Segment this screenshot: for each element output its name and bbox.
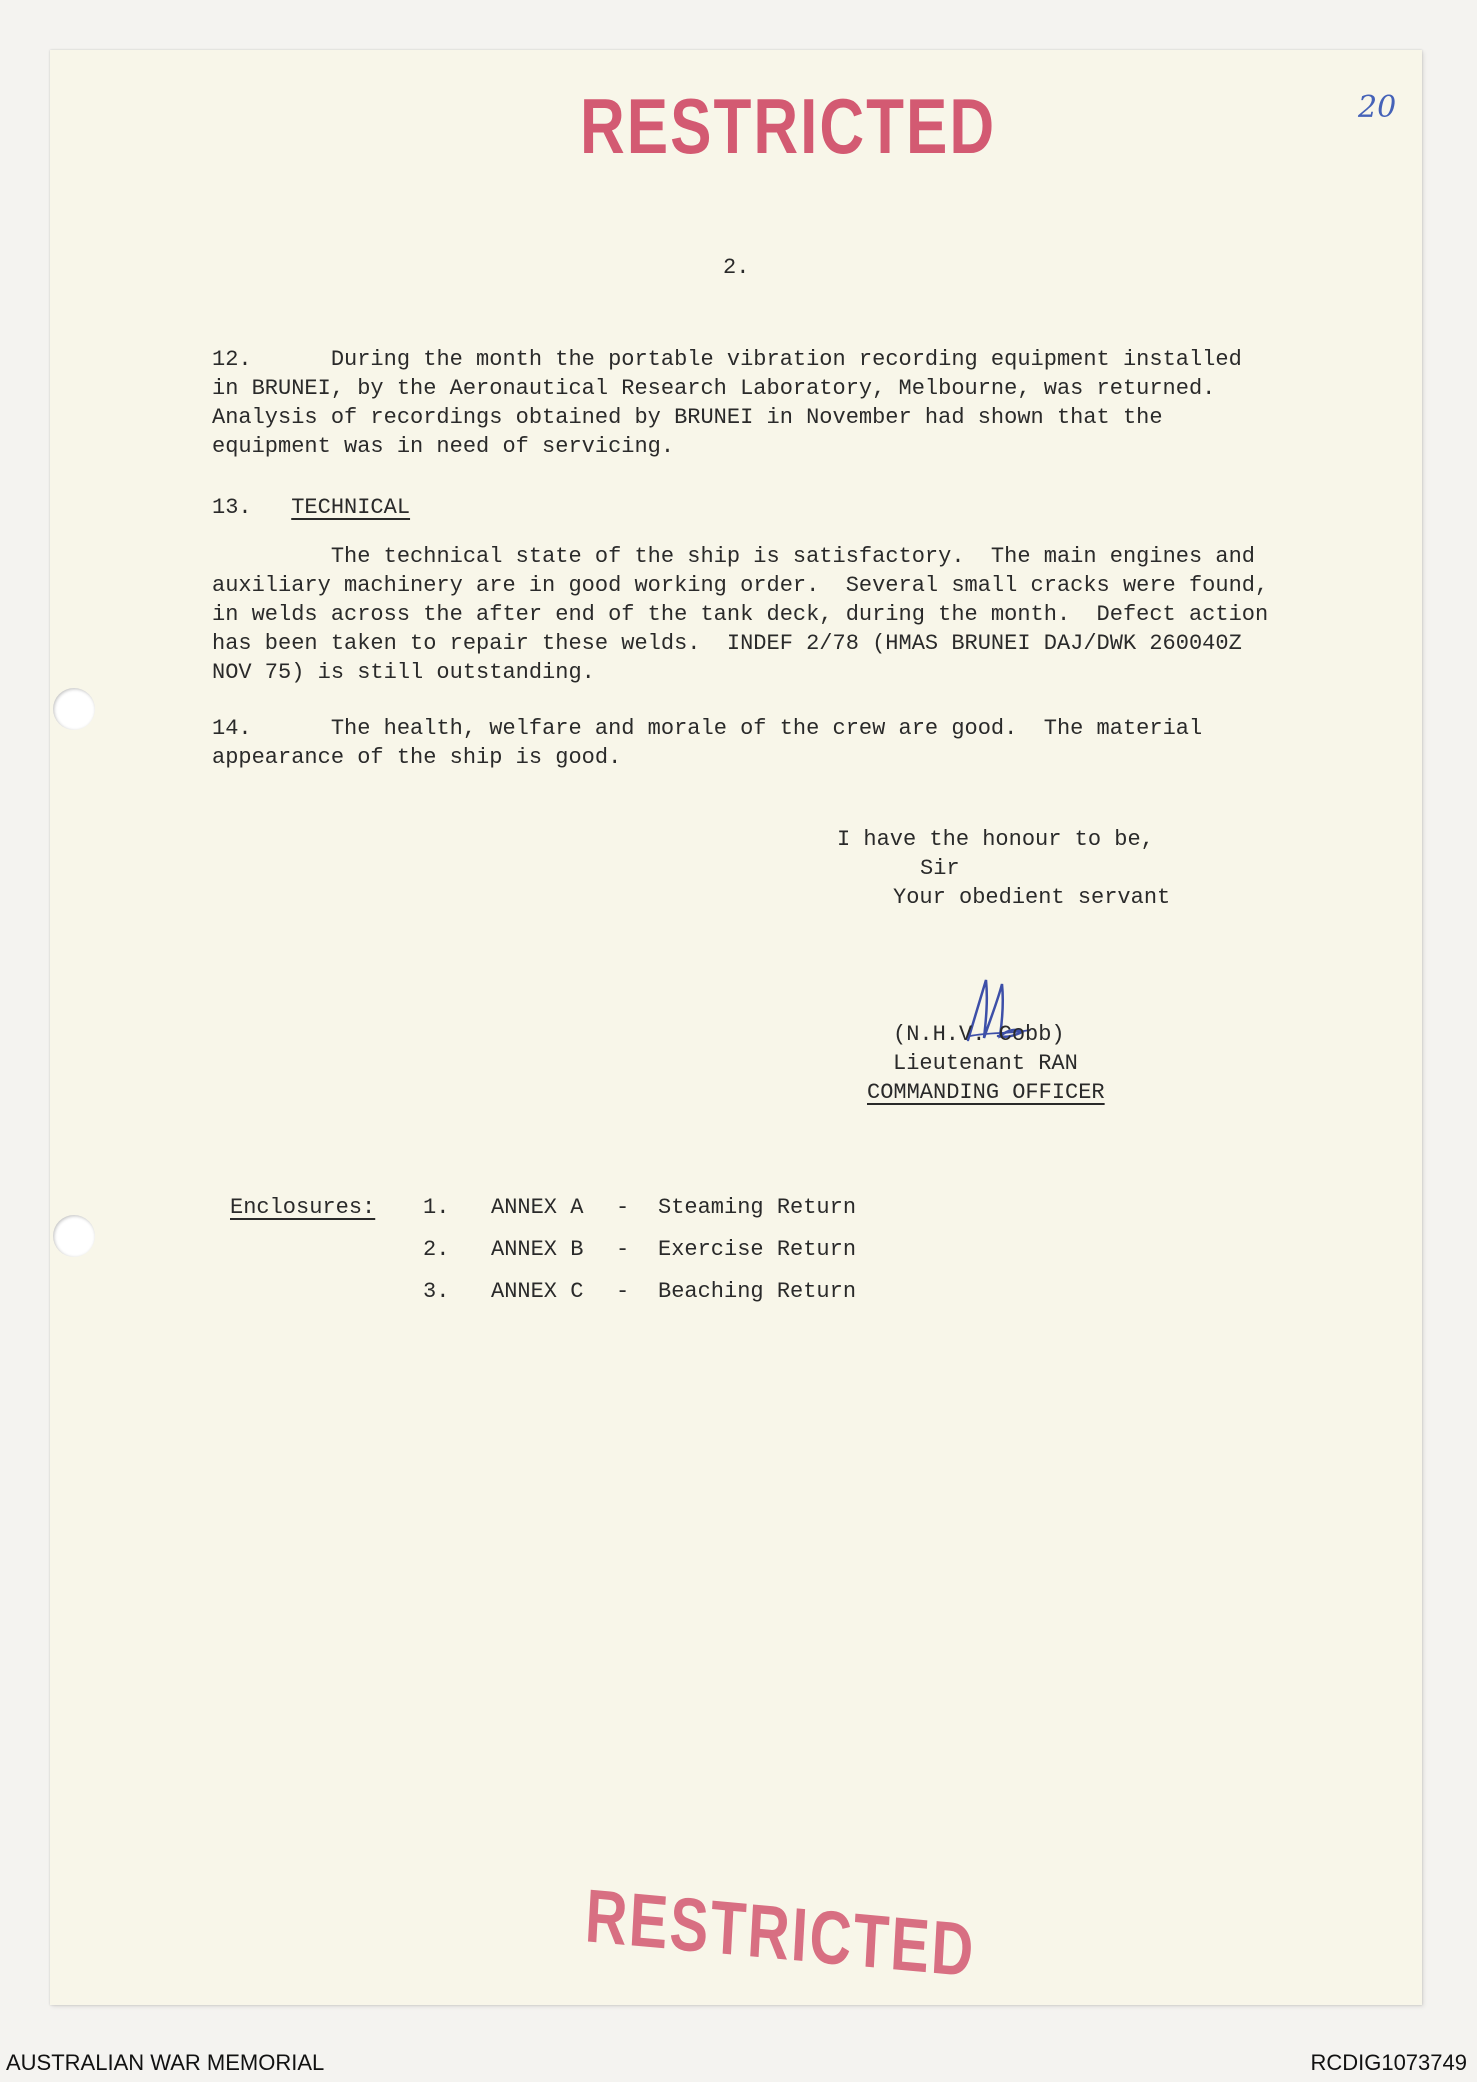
paragraph-number: 12. [212, 347, 252, 372]
footer-record-id: RCDIG1073749 [1310, 2050, 1467, 2075]
closing-line-3: Your obedient servant [893, 885, 1171, 910]
paragraph-line: The health, welfare and morale of the crew are good. The material [330, 716, 1203, 741]
closing-line-1: I have the honour to be, [837, 827, 1154, 852]
paragraph-line: equipment was in need of servicing. [212, 434, 675, 459]
page-number: 2. [723, 255, 750, 280]
paragraph-line: NOV 75) is still outstanding. [212, 660, 595, 685]
paragraph-line: in welds across the after end of the tank deck, during the month. Defect action [212, 602, 1269, 627]
enclosure-dash: - [616, 1195, 630, 1220]
folio-number: 20 [1358, 90, 1397, 125]
paragraph-line: During the month the portable vibration recording equipment installed [330, 347, 1242, 372]
paragraph-line: appearance of the ship is good. [212, 745, 622, 770]
document-page [50, 50, 1422, 2005]
enclosure-description: Beaching Return [658, 1279, 857, 1304]
enclosure-dash: - [616, 1279, 630, 1304]
paragraph-12 [212, 345, 1242, 461]
signatory-rank: Lieutenant RAN [893, 1051, 1078, 1076]
enclosure-dash: - [616, 1237, 630, 1262]
paragraph-13-heading [212, 493, 410, 522]
restricted-stamp-bottom: RESTRICTED [583, 1873, 978, 1994]
signatory-name: (N.H.V. Cobb) [893, 1022, 1065, 1047]
enclosure-number: 3. [423, 1279, 450, 1304]
paragraph-14 [212, 714, 1202, 772]
paragraph-13 [212, 542, 1268, 687]
enclosure-description: Exercise Return [658, 1237, 857, 1262]
punch-hole-top [53, 688, 95, 730]
enclosure-number: 2. [423, 1237, 450, 1262]
paragraph-line: in BRUNEI, by the Aeronautical Research Laboratory, Melbourne, was returned. [212, 376, 1216, 401]
paragraph-line: The technical state of the ship is satisfactory. The main engines and [330, 544, 1255, 569]
closing-line-2: Sir [920, 856, 960, 881]
paragraph-number: 14. [212, 716, 252, 741]
signatory-title: COMMANDING OFFICER [867, 1080, 1105, 1105]
paragraph-line: Analysis of recordings obtained by BRUNEI in November had shown that the [212, 405, 1163, 430]
enclosure-annex: ANNEX A [491, 1195, 584, 1220]
section-heading: TECHNICAL [291, 495, 411, 520]
restricted-stamp-top: RESTRICTED [580, 84, 997, 171]
enclosure-number: 1. [423, 1195, 450, 1220]
enclosure-annex: ANNEX B [491, 1237, 584, 1262]
enclosure-annex: ANNEX C [491, 1279, 584, 1304]
enclosures-label: Enclosures: [230, 1195, 376, 1220]
punch-hole-bottom [53, 1215, 95, 1257]
footer-archive-name: AUSTRALIAN WAR MEMORIAL [6, 2050, 325, 2075]
paragraph-line: auxiliary machinery are in good working order. Several small cracks were found, [212, 573, 1269, 598]
paragraph-number: 13. [212, 495, 252, 520]
paragraph-line: has been taken to repair these welds. INDEF 2/78 (HMAS BRUNEI DAJ/DWK 260040Z [212, 631, 1242, 656]
enclosure-description: Steaming Return [658, 1195, 857, 1220]
